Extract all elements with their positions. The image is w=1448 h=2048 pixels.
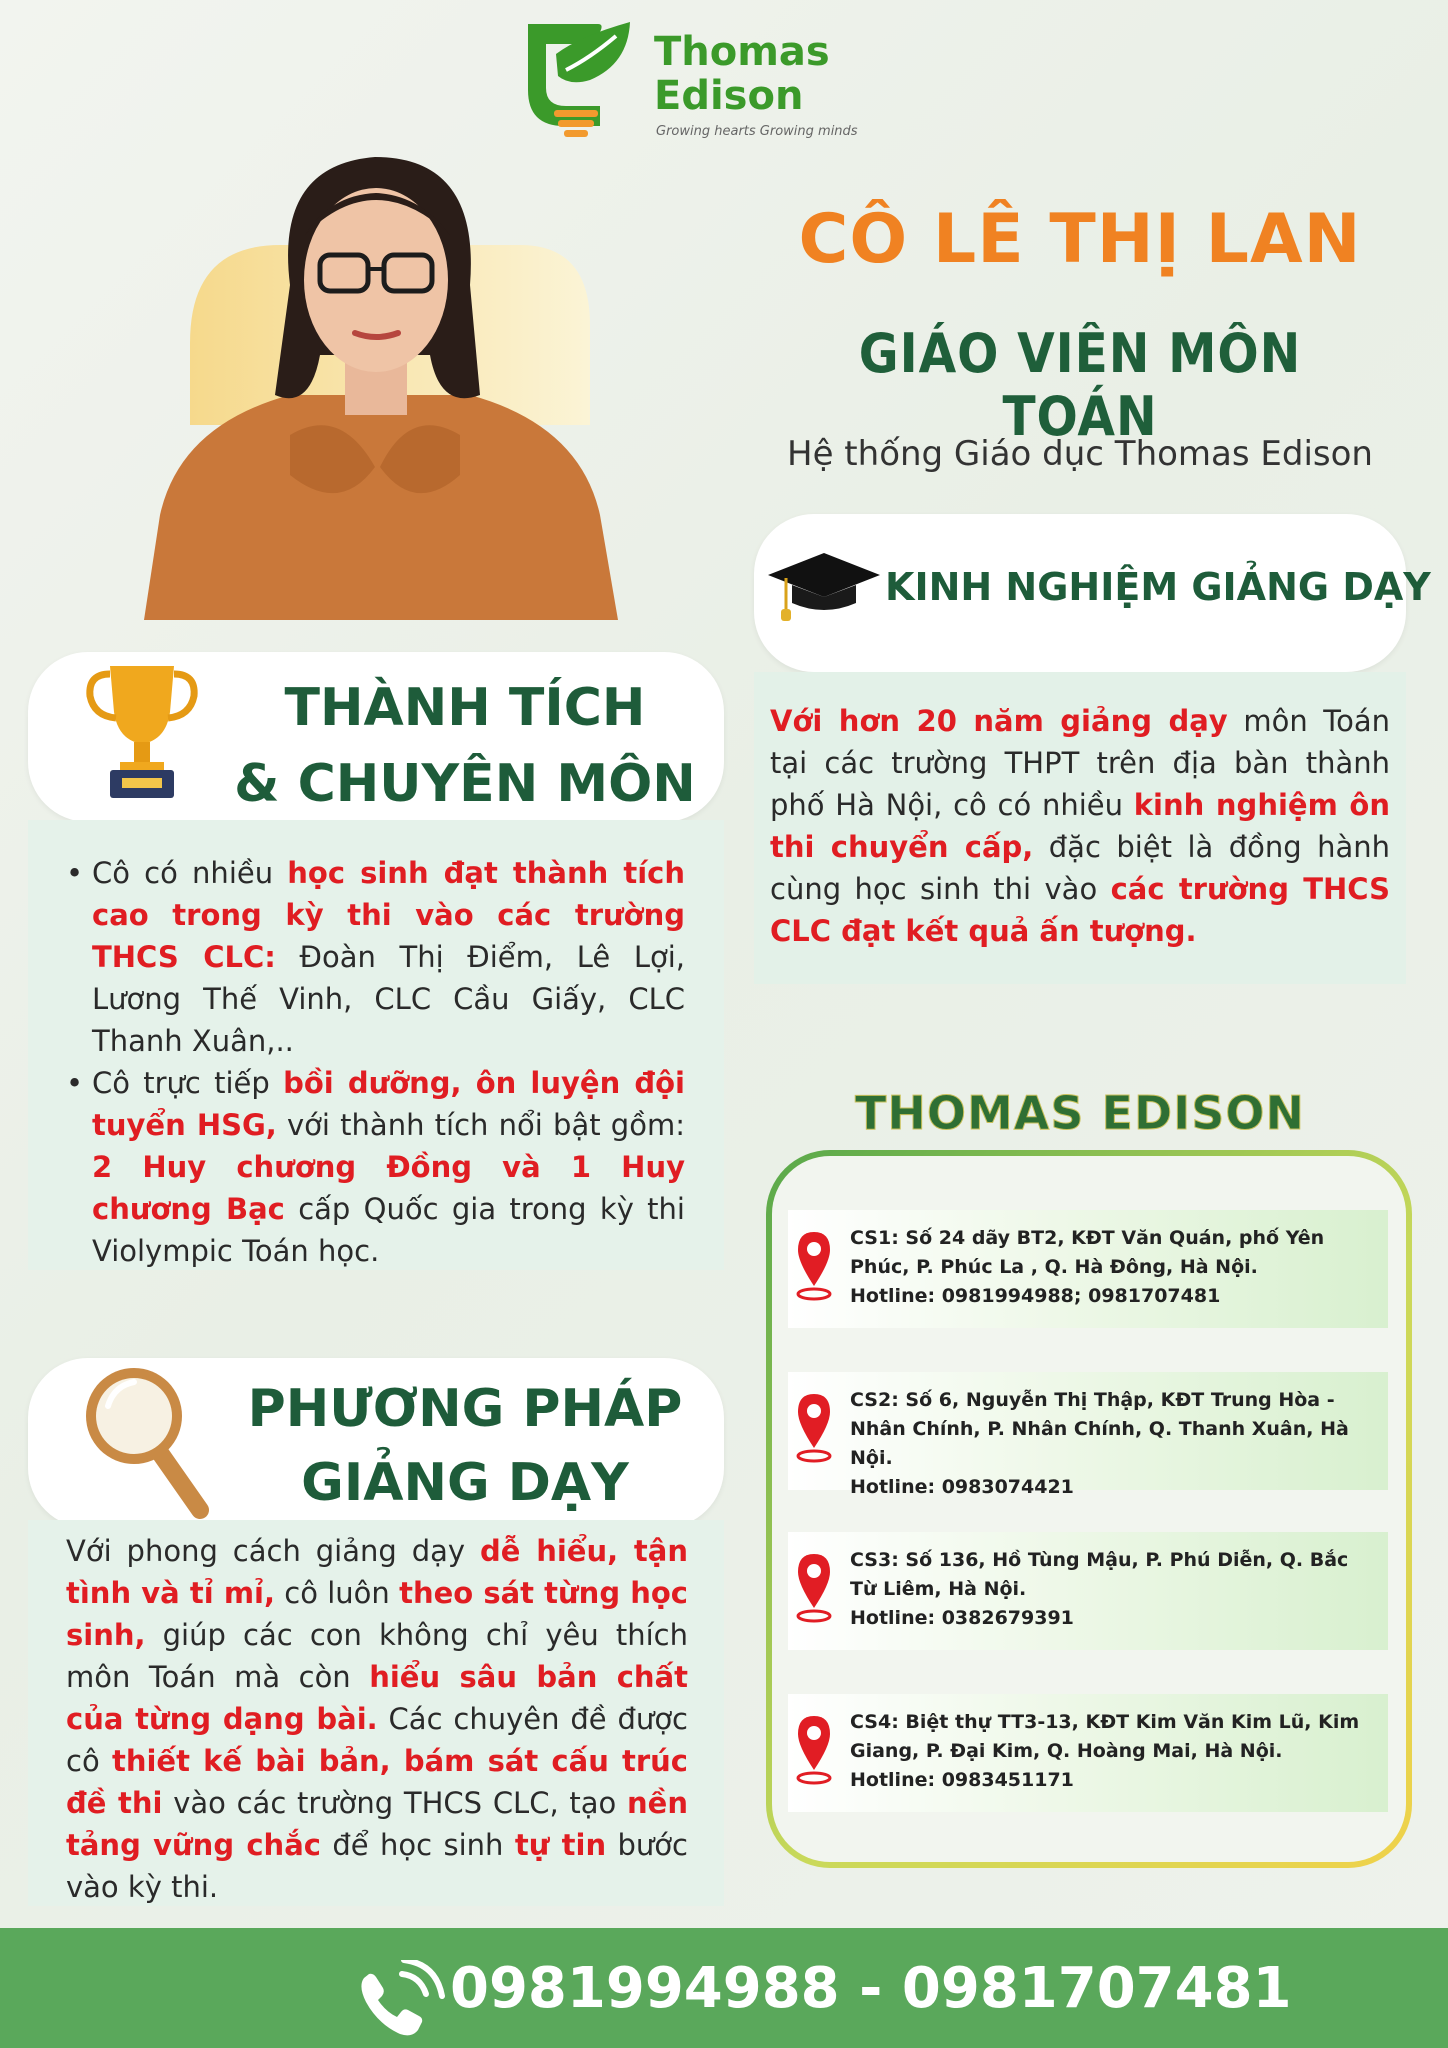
- branch-address: CS3: Số 136, Hồ Tùng Mậu, P. Phú Diễn, Q. Bắc Từ Liêm, Hà Nội.: [850, 1549, 1349, 1600]
- achievements-list: [60, 852, 685, 1272]
- highlight-text: thiết kế bài bản, bám sát cấu trúc đề thi: [66, 1744, 689, 1820]
- body-text: Với phong cách giảng dạy: [66, 1534, 480, 1568]
- body-text: đặc biệt là đồng hành cùng học sinh thi vào: [770, 830, 1390, 906]
- highlight-text: hiểu sâu bản chất của từng dạng bài.: [66, 1660, 688, 1736]
- magnifier-icon: [82, 1360, 212, 1520]
- logo-name-line1: Thomas: [654, 29, 830, 75]
- branch-hotline: Hotline: 0981994988; 0981707481: [850, 1285, 1221, 1307]
- branch-card: [788, 1694, 1388, 1812]
- branch-text: [850, 1546, 1380, 1633]
- experience-title: KINH NGHIỆM GIẢNG DẠY: [885, 565, 1431, 609]
- highlight-text: tự tin: [514, 1828, 607, 1862]
- highlight-text: học sinh đạt thành tích cao trong kỳ thi vào các trường THCS CLC:: [92, 856, 685, 974]
- branch-address: CS4: Biệt thự TT3-13, KĐT Kim Văn Kim Lũ, Kim Giang, P. Đại Kim, Q. Hoàng Mai, Hà Nội.: [850, 1711, 1360, 1762]
- method-title: [220, 1372, 710, 1520]
- location-pin-icon: [794, 1390, 834, 1470]
- body-text: Cô trực tiếp: [92, 1066, 284, 1100]
- logo-tagline: Growing hearts Growing minds: [656, 124, 858, 139]
- branch-card: [788, 1210, 1388, 1328]
- branch-hotline: Hotline: 0382679391: [850, 1607, 1074, 1629]
- teacher-name: CÔ LÊ THỊ LAN: [798, 200, 1362, 279]
- body-text: với thành tích nổi bật gồm:: [276, 1108, 685, 1142]
- branch-hotline: Hotline: 0983074421: [850, 1476, 1074, 1498]
- method-text: [66, 1530, 688, 1908]
- body-text: bước vào kỳ thi.: [66, 1828, 688, 1904]
- location-pin-icon: [794, 1550, 834, 1630]
- branch-text: [850, 1708, 1380, 1795]
- body-text: giúp các con không chỉ yêu thích môn Toán mà còn: [66, 1618, 688, 1694]
- body-text: cấp Quốc gia trong kỳ thi Violympic Toán học.: [92, 1192, 685, 1268]
- method-title-line1: PHƯƠNG PHÁP: [247, 1379, 683, 1439]
- highlight-text: Với hơn 20 năm giảng dạy: [770, 704, 1228, 738]
- highlight-text: bồi dưỡng, ôn luyện đội tuyển HSG,: [92, 1066, 685, 1142]
- achievement-item: [60, 1062, 685, 1272]
- teacher-organization: Hệ thống Giáo dục Thomas Edison: [787, 434, 1373, 474]
- highlight-text: theo sát từng học sinh,: [66, 1576, 688, 1652]
- achievements-title-line2: & CHUYÊN MÔN: [234, 754, 696, 814]
- branch-card: [788, 1532, 1388, 1650]
- teacher-portrait: [140, 95, 620, 620]
- method-title-line2: GIẢNG DẠY: [301, 1453, 629, 1513]
- body-text: Các chuyên đề được cô: [66, 1702, 689, 1778]
- highlight-text: các trường THCS CLC đạt kết quả ấn tượng.: [770, 872, 1390, 948]
- body-text: cô luôn: [275, 1576, 400, 1610]
- branch-address: CS1: Số 24 dãy BT2, KĐT Văn Quán, phố Yên Phúc, P. Phúc La , Q. Hà Đông, Hà Nội.: [850, 1227, 1325, 1278]
- location-pin-icon: [794, 1712, 834, 1792]
- branches-title: THOMAS EDISON: [855, 1086, 1305, 1140]
- footer-phone-numbers: 0981994988 - 0981707481: [450, 1956, 1292, 2021]
- body-text: Cô có nhiều: [92, 856, 288, 890]
- body-text: vào các trường THCS CLC, tạo: [162, 1786, 628, 1820]
- logo-name-line2: Edison: [654, 73, 804, 119]
- branch-address: CS2: Số 6, Nguyễn Thị Thập, KĐT Trung Hòa - Nhân Chính, P. Nhân Chính, Q. Thanh Xuân, Hà Nội.: [850, 1389, 1349, 1469]
- teacher-role: GIÁO VIÊN MÔN TOÁN: [858, 322, 1302, 448]
- location-pin-icon: [794, 1228, 834, 1308]
- highlight-text: kinh nghiệm ôn thi chuyển cấp,: [770, 788, 1390, 864]
- highlight-text: nền tảng vững chắc: [66, 1786, 688, 1862]
- achievements-title-line1: THÀNH TÍCH: [284, 678, 646, 738]
- highlight-text: dễ hiểu, tận tình và tỉ mỉ,: [66, 1534, 688, 1610]
- trophy-icon: [82, 652, 202, 802]
- achievements-title: [220, 670, 710, 822]
- experience-text: [770, 700, 1390, 952]
- branch-hotline: Hotline: 0983451171: [850, 1769, 1074, 1791]
- logo-wordmark: [654, 30, 830, 118]
- achievement-item: [60, 852, 685, 1062]
- branch-card: [788, 1372, 1388, 1498]
- branch-text: [850, 1386, 1380, 1502]
- body-text: môn Toán tại các trường THPT trên địa bàn thành phố Hà Nội, cô có nhiều: [770, 704, 1390, 822]
- body-text: Đoàn Thị Điểm, Lê Lợi, Lương Thế Vinh, CLC Cầu Giấy, CLC Thanh Xuân,..: [92, 940, 685, 1058]
- graduation-cap-icon: [764, 545, 884, 625]
- highlight-text: 2 Huy chương Đồng và 1 Huy chương Bạc: [92, 1150, 685, 1226]
- branch-text: [850, 1224, 1380, 1311]
- body-text: để học sinh: [320, 1828, 515, 1862]
